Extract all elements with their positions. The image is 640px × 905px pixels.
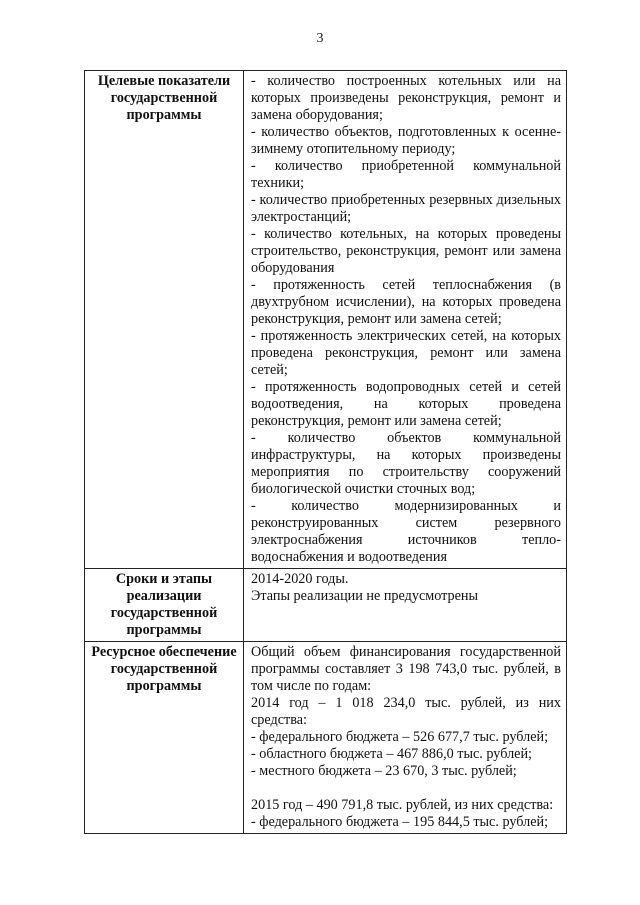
row-content-terms-stages xyxy=(244,569,567,642)
indicator-item: - протяженность электрических сетей, на которых проведена реконструкция, ремонт или замена сетей; xyxy=(251,328,561,378)
row-content-target-indicators xyxy=(244,71,567,569)
funding-year-2014: 2014 год – 1 018 234,0 тыс. рублей, из них средства: xyxy=(251,695,561,728)
funding-year-2015: 2015 год – 490 791,8 тыс. рублей, из них средства: xyxy=(251,797,554,813)
indicator-item: - количество приобретенной коммунальной техники; xyxy=(251,158,561,191)
indicator-item: - протяженность водопроводных сетей и сетей водоотведения, на которых проведена реконструкция, ремонт или замена сетей; xyxy=(251,379,561,429)
indicator-item: - количество построенных котельных или на которых произведены реконструкция, ремонт и замена оборудования; xyxy=(251,73,561,123)
program-passport-table xyxy=(84,70,567,834)
table-row xyxy=(85,71,567,569)
indicator-item: - количество объектов, подготовленных к осенне-зимнему отопительному периоду; xyxy=(251,124,561,157)
terms-text: 2014-2020 годы. xyxy=(251,571,349,587)
indicator-item: - протяженность сетей теплоснабжения (в двухтрубном исчислении), на которых проведена реконструкция, ремонт или замена сетей; xyxy=(251,277,561,327)
funding-federal-2014: - федерального бюджета – 526 677,7 тыс. рублей; xyxy=(251,729,549,745)
row-label-target-indicators: Целевые показатели государственной программы xyxy=(85,71,244,569)
indicator-item: - количество котельных, на которых проведены строительство, реконструкция, ремонт или замена оборудования xyxy=(251,226,561,276)
indicator-item: - количество приобретенных резервных дизельных электростанций; xyxy=(251,192,561,225)
funding-federal-2015: - федерального бюджета – 195 844,5 тыс. рублей; xyxy=(251,814,549,830)
row-content-resource-provision xyxy=(244,642,567,834)
table-row xyxy=(85,569,567,642)
indicator-item: - количество модернизированных и реконструированных систем резервного электроснабжения источников тепло-водоснабжения и водоотведения xyxy=(251,498,561,565)
funding-total-text: Общий объем финансирования государственной программы составляет 3 198 743,0 тыс. рублей, в том числе по годам: xyxy=(251,644,561,694)
row-label-resource-provision: Ресурсное обеспечение государственной программы xyxy=(85,642,244,834)
funding-regional-2014: - областного бюджета – 467 886,0 тыс. рублей; xyxy=(251,746,532,762)
page-number: 3 xyxy=(316,31,324,46)
indicator-item: - количество объектов коммунальной инфраструктуры, на которых произведены мероприятия по строительству сооружений биологической очистки сточных вод; xyxy=(251,430,561,497)
table-row xyxy=(85,642,567,834)
funding-local-2014: - местного бюджета – 23 670, 3 тыс. рублей; xyxy=(251,763,517,779)
row-label-terms-stages: Сроки и этапы реализации государственной программы xyxy=(85,569,244,642)
stages-text: Этапы реализации не предусмотрены xyxy=(251,588,479,604)
spacer xyxy=(251,780,561,797)
